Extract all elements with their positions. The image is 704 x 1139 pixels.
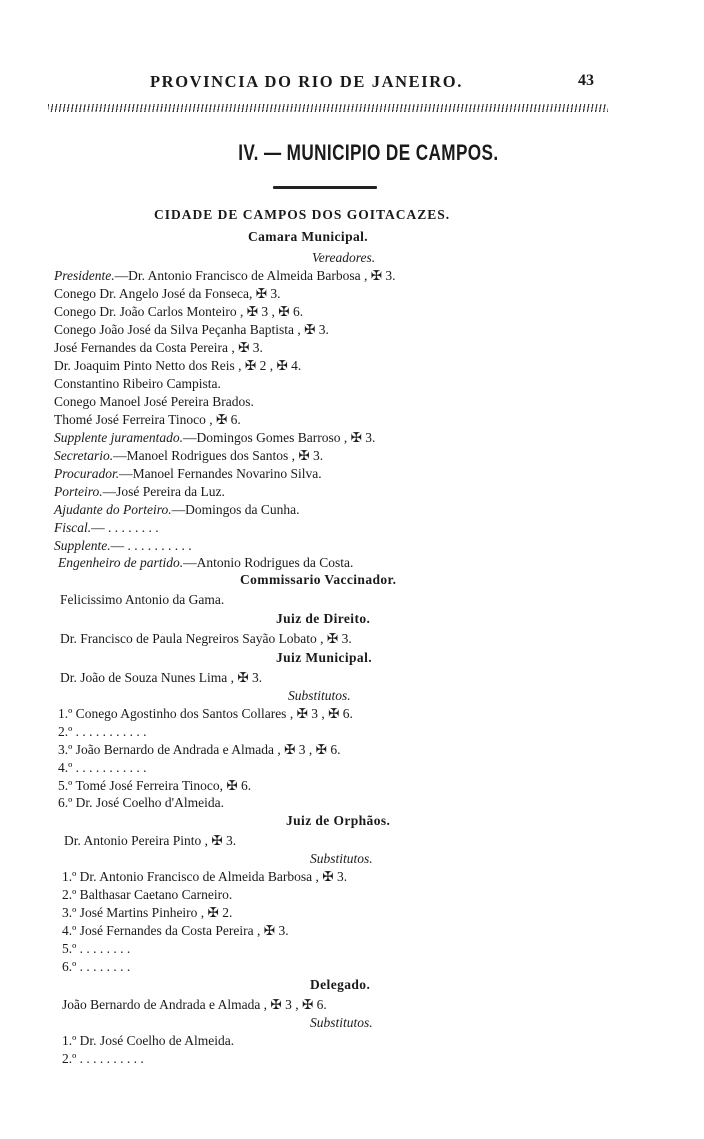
commissario-heading: Commissario Vaccinador. — [240, 572, 397, 587]
list-item: Supplente juramentado.—Domingos Gomes Barroso , ✠ 3. — [54, 430, 376, 445]
list-item: Felicissimo Antonio da Gama. — [60, 592, 225, 607]
list-item: 1.º Dr. José Coelho de Almeida. — [62, 1033, 235, 1048]
list-item: 2.º . . . . . . . . . . . — [58, 724, 147, 739]
juiz-municipal-heading: Juiz Municipal. — [276, 650, 373, 665]
list-item: Thomé José Ferreira Tinoco , ✠ 6. — [54, 412, 241, 427]
juiz-direito-heading: Juiz de Direito. — [276, 611, 371, 626]
list-item: Constantino Ribeiro Campista. — [54, 376, 221, 391]
section-title: IV. — MUNICIPIO DE CAMPOS. — [238, 140, 499, 165]
list-item: Fiscal.— . . . . . . . . — [54, 520, 159, 535]
juiz-orphaos-heading: Juiz de Orphãos. — [286, 813, 391, 828]
running-head: PROVINCIA DO RIO DE JANEIRO. — [150, 72, 463, 91]
list-item: Conego João José da Silva Peçanha Baptista , ✠ 3. — [54, 322, 329, 337]
list-item: Conego Manoel José Pereira Brados. — [54, 394, 254, 409]
list-item: 4.º José Fernandes da Costa Pereira , ✠ 3. — [62, 923, 289, 938]
list-item: 1.º Conego Agostinho dos Santos Collares , ✠ 3 , ✠ 6. — [58, 706, 353, 721]
list-item: 5.º . . . . . . . . — [62, 941, 131, 956]
list-item: 2.º Balthasar Caetano Carneiro. — [62, 887, 233, 902]
list-item: José Fernandes da Costa Pereira , ✠ 3. — [54, 340, 263, 355]
list-item: João Bernardo de Andrada e Almada , ✠ 3 , ✠ 6. — [62, 997, 327, 1012]
camara-heading: Camara Municipal. — [248, 229, 369, 244]
delegado-heading: Delegado. — [310, 977, 371, 992]
substitutos-heading: Substitutos. — [288, 688, 351, 703]
list-item: 5.º Tomé José Ferreira Tinoco, ✠ 6. — [58, 778, 252, 793]
list-item: Conego Dr. João Carlos Monteiro , ✠ 3 , ✠ 6. — [54, 304, 304, 319]
list-item: 1.º Dr. Antonio Francisco de Almeida Barbosa , ✠ 3. — [62, 869, 348, 884]
vereadores-heading: Vereadores. — [312, 250, 376, 265]
city-heading: CIDADE DE CAMPOS DOS GOITACAZES. — [154, 207, 451, 222]
substitutos-heading: Substitutos. — [310, 851, 373, 866]
list-item: Ajudante do Porteiro.—Domingos da Cunha. — [54, 502, 300, 517]
list-item: 3.º José Martins Pinheiro , ✠ 2. — [62, 905, 233, 920]
list-item: Conego Dr. Angelo José da Fonseca, ✠ 3. — [54, 286, 281, 301]
list-item: Secretario.—Manoel Rodrigues dos Santos , ✠ 3. — [54, 448, 324, 463]
substitutos-heading: Substitutos. — [310, 1015, 373, 1030]
list-item: Dr. Francisco de Paula Negreiros Sayão Lobato , ✠ 3. — [60, 631, 352, 646]
page-number: 43 — [578, 72, 594, 89]
list-item: Engenheiro de partido.—Antonio Rodrigues da Costa. — [58, 555, 354, 570]
list-item: Dr. Antonio Pereira Pinto , ✠ 3. — [64, 833, 237, 848]
list-item: Porteiro.—José Pereira da Luz. — [54, 484, 225, 499]
list-item: Presidente.—Dr. Antonio Francisco de Almeida Barbosa , ✠ 3. — [54, 268, 396, 283]
list-item: 6.º . . . . . . . . — [62, 959, 131, 974]
list-item: 6.º Dr. José Coelho d'Almeida. — [58, 795, 224, 810]
list-item: Dr. João de Souza Nunes Lima , ✠ 3. — [60, 670, 263, 685]
list-item: Procurador.—Manoel Fernandes Novarino Silva. — [54, 466, 322, 481]
list-item: 2.º . . . . . . . . . . — [62, 1051, 144, 1066]
list-item: 4.º . . . . . . . . . . . — [58, 760, 147, 775]
list-item: Supplente.— . . . . . . . . . . — [54, 538, 192, 553]
list-item: Dr. Joaquim Pinto Netto dos Reis , ✠ 2 , ✠ 4. — [54, 358, 302, 373]
list-item: 3.º João Bernardo de Andrada e Almada , ✠ 3 , ✠ 6. — [58, 742, 341, 757]
